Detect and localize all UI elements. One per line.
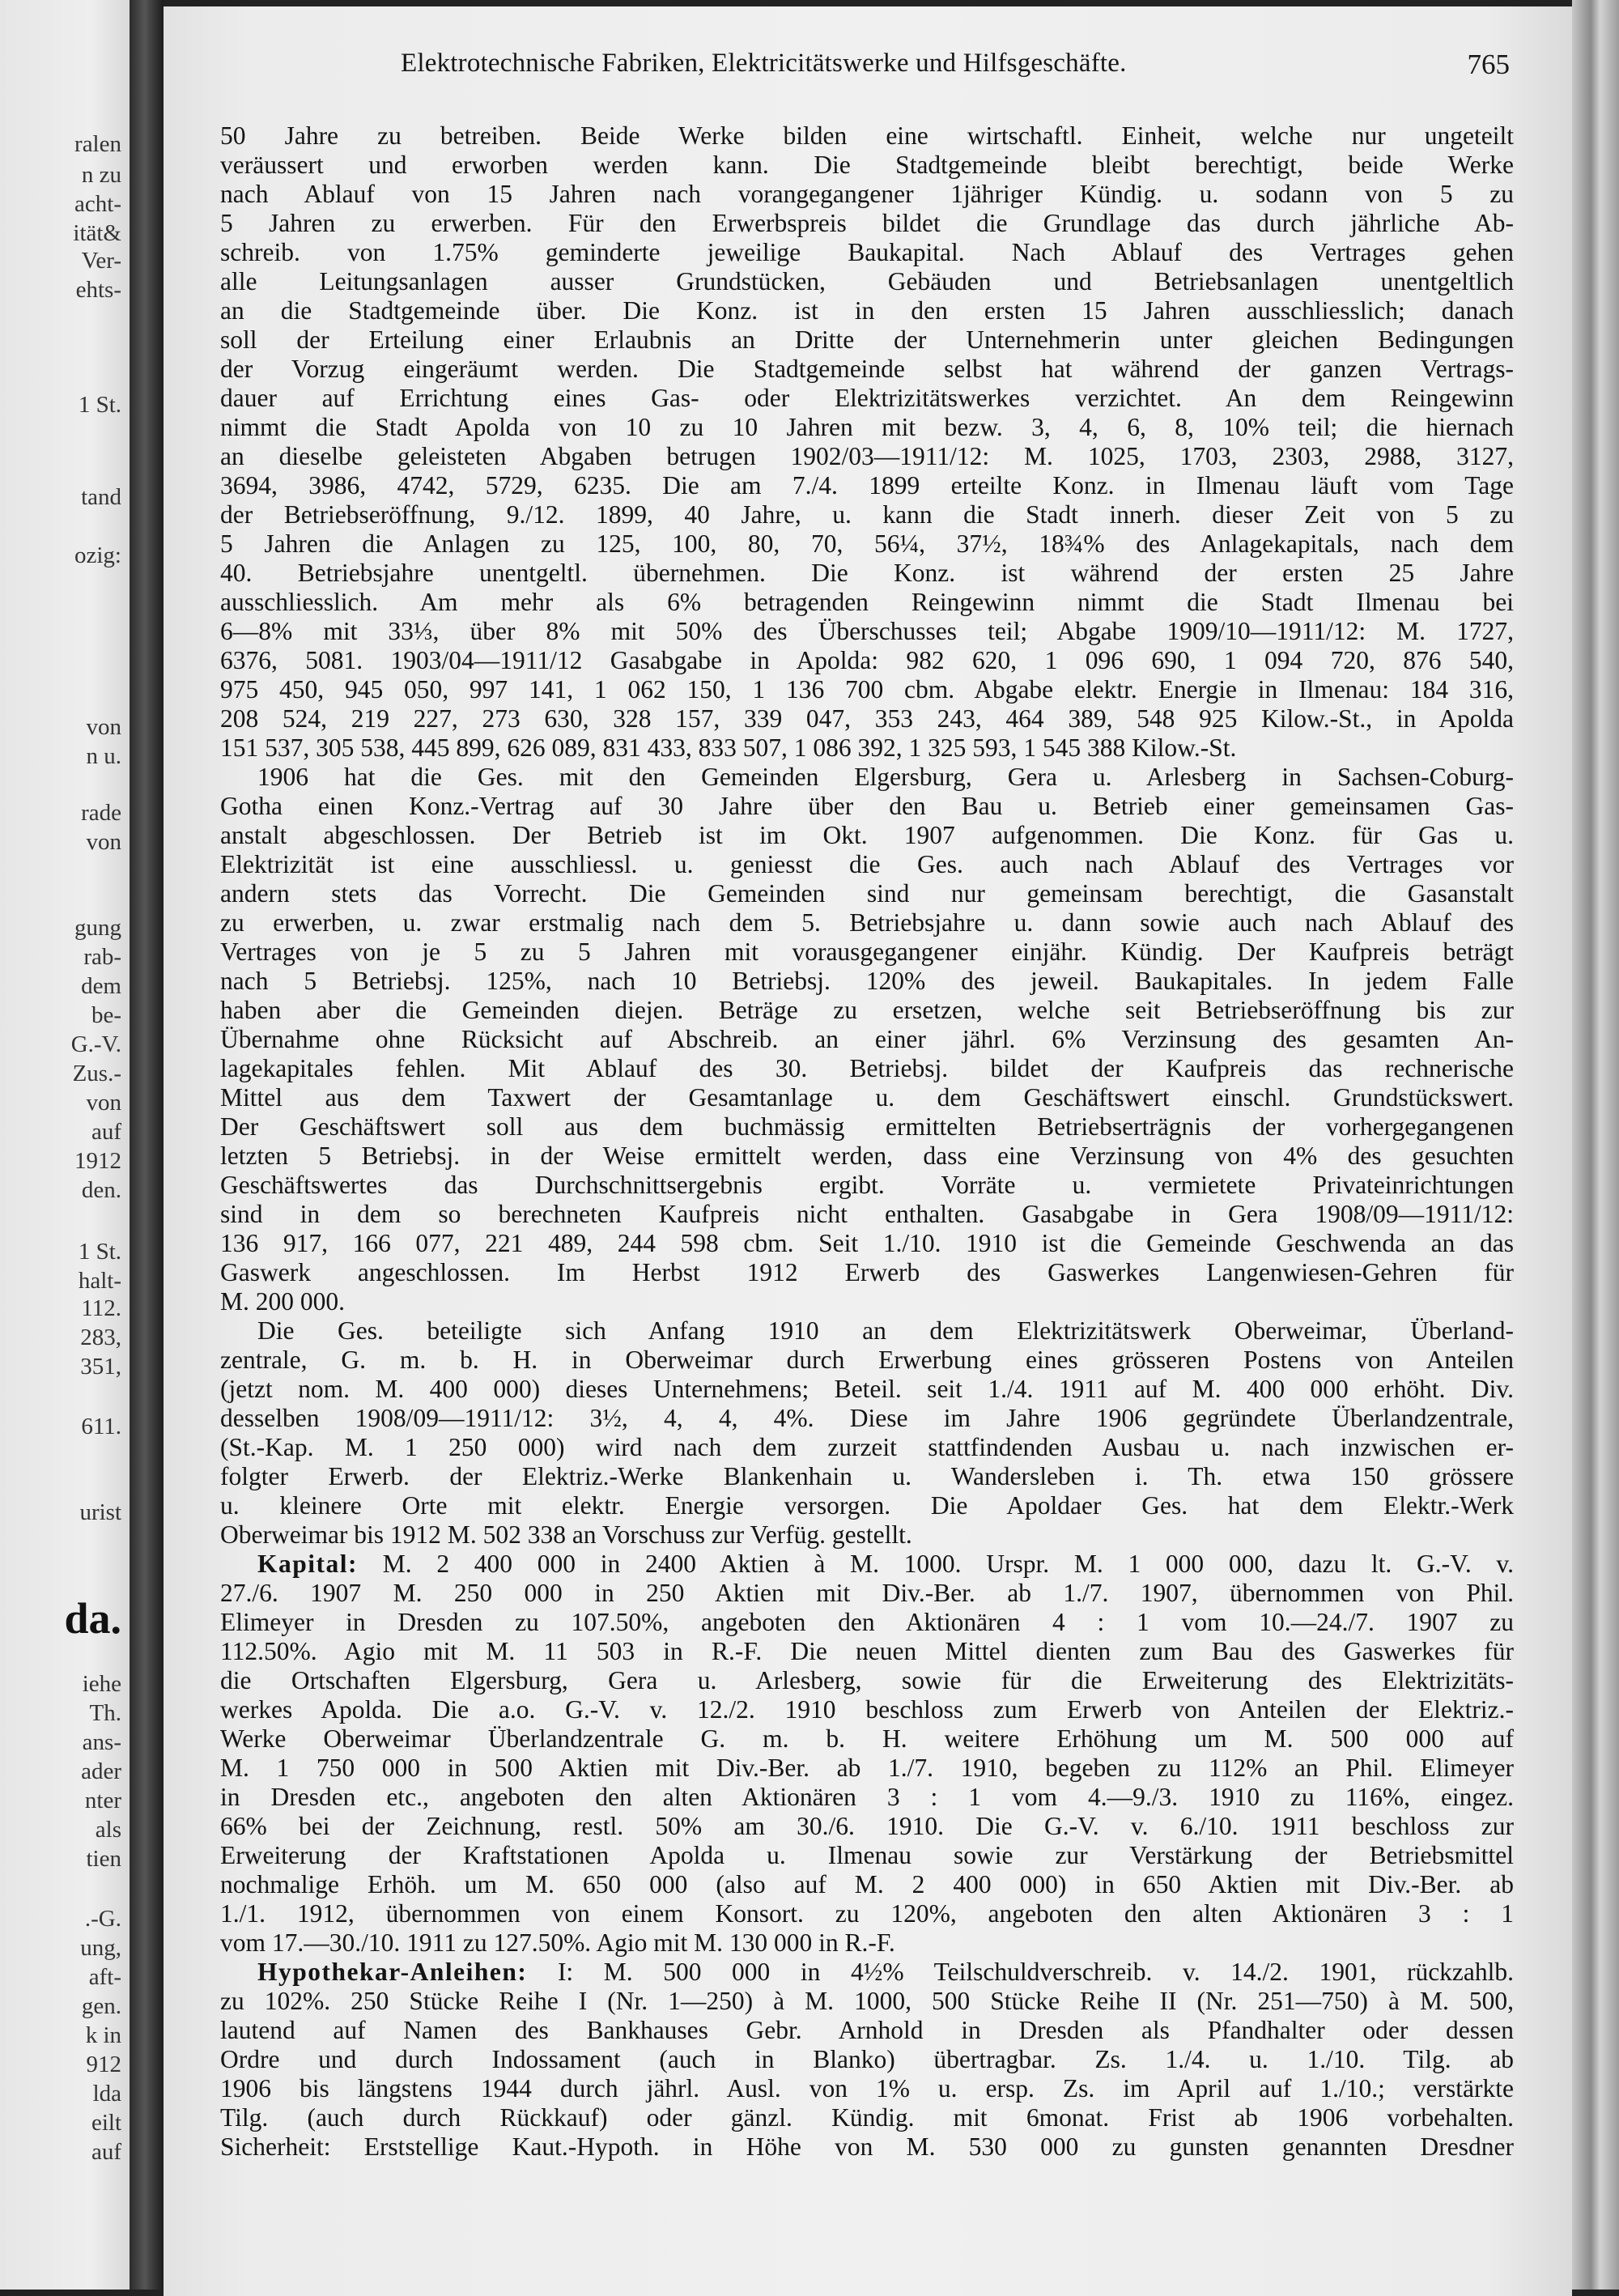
text-line: die Ortschaften Elgersburg, Gera u. Arlesberg, sowie für die Erweiterung des Elektrizitäts-: [220, 1666, 1514, 1694]
text-line: Elimeyer in Dresden zu 107.50%, angeboten den Aktionären 4 : 1 vom 10.—24./7. 1907 zu: [220, 1608, 1514, 1636]
left-page-fragment: auf: [91, 2139, 121, 2165]
text-line: 3694, 3986, 4742, 5729, 6235. Die am 7./4. 1899 erteilte Konz. in Ilmenau läuft vom Tage: [220, 471, 1514, 500]
text-line: andern stets das Vorrecht. Die Gemeinden sind nur gemeinsam berechtigt, die Gasanstalt: [220, 879, 1514, 908]
text-line: Elektrizität ist eine ausschliessl. u. geniesst die Ges. auch nach Ablauf des Vertrages vor: [220, 850, 1514, 878]
text-line: Erweiterung der Kraftstationen Apolda u. Ilmenau sowie zur Verstärkung der Betriebsmittel: [220, 1841, 1514, 1869]
body-text: [220, 121, 1514, 2162]
text-line: sind in dem so berechneten Kaufpreis nicht enthalten. Gasabgabe in Gera 1908/09—1911/12:: [220, 1200, 1514, 1228]
text-line: dauer auf Errichtung eines Gas- oder Elektrizitätswerkes verzichtet. An dem Reingewinn: [220, 384, 1514, 412]
text-line: nach 5 Betriebsj. 125%, nach 10 Betriebsj. 120% des jeweil. Baukapitales. In jedem Falle: [220, 967, 1514, 995]
text-line: (St.-Kap. M. 1 250 000) wird nach dem zurzeit stattfindenden Ausbau u. nach inzwischen er-: [220, 1433, 1514, 1461]
book-gutter: [130, 0, 164, 2290]
paragraph-concessions: [220, 121, 1514, 763]
text-line: werkes Apolda. Die a.o. G.-V. v. 12./2. 1910 beschloss zum Erwerb von Anteilen der Elektriz.-: [220, 1695, 1514, 1724]
text-line: M. 200 000.: [220, 1287, 346, 1316]
text-line: 1906 hat die Ges. mit den Gemeinden Elgersburg, Gera u. Arlesberg in Sachsen-Coburg-: [257, 763, 1514, 791]
left-page-fragment: .-G.: [84, 1906, 121, 1932]
left-page-fragment: 1 St.: [78, 392, 121, 418]
text-line: desselben 1908/09—1911/12: 3½, 4, 4, 4%. Diese im Jahre 1906 gegründete Überlandzentrale,: [220, 1404, 1514, 1432]
left-page-fragment: ader: [81, 1758, 121, 1784]
left-neighbour-page: [0, 0, 130, 2290]
text-line: 975 450, 945 050, 997 141, 1 062 150, 1 136 700 cbm. Abgabe elektr. Energie in Ilmenau: 184 316,: [220, 675, 1514, 704]
left-page-fragment: tien: [86, 1846, 121, 1872]
left-page-fragment: urist: [79, 1499, 121, 1525]
left-page-fragment: ozig:: [74, 542, 121, 568]
left-page-fragment: 283,: [80, 1324, 121, 1350]
left-page-fragment: k in: [85, 2022, 121, 2048]
left-page-fragment: G.-V.: [70, 1031, 121, 1057]
text-line: Die Ges. beteiligte sich Anfang 1910 an dem Elektrizitätswerk Oberweimar, Überland-: [257, 1316, 1514, 1345]
left-page-fragment: ans-: [82, 1729, 121, 1755]
text-line: 112.50%. Agio mit M. 11 503 in R.-F. Die neuen Mittel dienten zum Bau des Gaswerkes für: [220, 1637, 1514, 1665]
text-line: (jetzt nom. M. 400 000) dieses Unternehmens; Beteil. seit 1./4. 1911 auf M. 400 000 erhöht. Div.: [220, 1375, 1514, 1403]
text-line: 6376, 5081. 1903/04—1911/12 Gasabgabe in Apolda: 982 620, 1 096 690, 1 094 720, 876 540,: [220, 646, 1514, 674]
left-page-fragment: halt-: [78, 1268, 121, 1294]
text-line: Geschäftswertes das Durchschnittsergebnis ergibt. Vorräte u. vermietete Privateinrichtungen: [220, 1171, 1514, 1199]
left-page-fragment: ralen: [74, 131, 121, 157]
text-line: 5 Jahren zu erwerben. Für den Erwerbspreis bildet die Grundlage das durch jährliche Ab-: [220, 209, 1514, 237]
text-line: 5 Jahren die Anlagen zu 125, 100, 80, 70, 56¼, 37½, 18¾% des Anlagekapitals, nach dem: [220, 529, 1514, 558]
text-line: Übernahme ohne Rücksicht auf Abschreib. an einer jährl. 6% Verzinsung des gesamten An-: [220, 1025, 1514, 1053]
page-number: 765: [1467, 49, 1510, 80]
text-line: M. 1 750 000 in 500 Aktien mit Div.-Ber. ab 1./7. 1910, begeben zu 112% an Phil. Elimeyer: [220, 1754, 1514, 1782]
text-line: veräussert und erworben werden kann. Die Stadtgemeinde bleibt berechtigt, beide Werke: [220, 151, 1514, 179]
text-line: Gotha einen Konz.-Vertrag auf 30 Jahre über den Bau u. Betrieb einer gemeinsamen Gas-: [220, 792, 1514, 820]
text-line: zentrale, G. m. b. H. in Oberweimar durch Erwerbung eines grösseren Postens von Anteilen: [220, 1346, 1514, 1374]
text-line: der Betriebseröffnung, 9./12. 1899, 40 Jahre, u. kann die Stadt innerh. dieser Zeit von 5 zu: [220, 500, 1514, 529]
text-line: 6—8% mit 33⅓, über 8% mit 50% des Überschusses teil; Abgabe 1909/10—1911/12: M. 1727,: [220, 617, 1514, 645]
text-line: 50 Jahre zu betreiben. Beide Werke bilden eine wirtschaftl. Einheit, welche nur ungeteilt: [220, 121, 1514, 150]
text-line: folgter Erwerb. der Elektriz.-Werke Blankenhain u. Wandersleben i. Th. etwa 150 grössere: [220, 1462, 1514, 1490]
text-line: Tilg. (auch durch Rückkauf) oder gänzl. Kündig. mit 6monat. Frist ab 1906 vorbehalten.: [220, 2103, 1514, 2132]
left-page-fragment: von: [86, 714, 121, 740]
left-page-fragment: dem: [81, 973, 121, 999]
text-line: u. kleinere Orte mit elektr. Energie versorgen. Die Apoldaer Ges. hat dem Elektr.-Werk: [220, 1491, 1514, 1520]
left-page-fragment: 611.: [81, 1414, 121, 1439]
left-page-fragment: 112.: [81, 1295, 121, 1321]
text-line: [220, 1550, 1514, 1579]
text-line: 27./6. 1907 M. 250 000 in 250 Aktien mit Div.-Ber. ab 1./7. 1907, übernommen von Phil.: [220, 1579, 1514, 1607]
running-title: Elektrotechnische Fabriken, Elektricitätswerke und Hilfsgeschäfte.: [401, 49, 1127, 78]
text-line: lautend auf Namen des Bankhauses Gebr. Arnhold in Dresden als Pfandhalter oder dessen: [220, 2016, 1514, 2044]
left-page-fragment: 1 St.: [78, 1239, 121, 1265]
text-line: 40. Betriebsjahre unentgeltl. übernehmen. Die Konz. ist während der ersten 25 Jahre: [220, 559, 1514, 587]
text-line-body: I: M. 500 000 in 4½% Teilschuldverschreib. v. 14./2. 1901, rückzahlb.: [557, 1958, 1515, 1986]
text-line: Sicherheit: Erststellige Kaut.-Hypoth. in Höhe von M. 530 000 zu gunsten genannten Dresdner: [220, 2132, 1514, 2161]
text-line: 1./1. 1912, übernommen von einem Konsort. zu 120%, angeboten den alten Aktionären 3 : 1: [220, 1899, 1514, 1928]
left-page-fragment: rab-: [83, 944, 121, 970]
text-line: 66% bei der Zeichnung, restl. 50% am 30./6. 1910. Die G.-V. v. 6./10. 1911 beschloss zur: [220, 1812, 1514, 1840]
page-edge-stack: [1572, 0, 1619, 2290]
running-head: [243, 49, 1510, 81]
text-line: Ordre und durch Indossament (auch in Blanko) übertragbar. Zs. 1./4. u. 1./10. Tilg. ab: [220, 2045, 1514, 2073]
left-page-fragment: iehe: [82, 1671, 121, 1697]
paragraph-kapital: [220, 1550, 1514, 1958]
text-line: ausschliesslich. Am mehr als 6% betragenden Reingewinn nimmt die Stadt Ilmenau bei: [220, 588, 1514, 616]
left-page-fragment: nter: [84, 1788, 121, 1813]
left-page-fragment: acht-: [74, 191, 121, 217]
paragraph-gas-concession: [220, 763, 1514, 1316]
text-line: Gaswerk angeschlossen. Im Herbst 1912 Erwerb des Gaswerkes Langenwiesen-Gehren für: [220, 1258, 1514, 1286]
text-line: vom 17.—30./10. 1911 zu 127.50%. Agio mit M. 130 000 in R.-F.: [220, 1928, 895, 1957]
left-page-fragment: aft-: [88, 1964, 121, 1990]
text-line: Mittel aus dem Taxwert der Gesamtanlage u. dem Geschäftswert einschl. Grundstückswert.: [220, 1083, 1514, 1112]
text-line: schreib. von 1.75% geminderte jeweilige Baukapital. Nach Ablauf des Vertrages gehen: [220, 238, 1514, 266]
left-page-fragment: ität&: [73, 220, 121, 246]
text-line: Werke Oberweimar Überlandzentrale G. m. b. H. weitere Erhöhung um M. 500 000 auf: [220, 1724, 1514, 1753]
text-line: nochmalige Erhöh. um M. 650 000 (also auf M. 2 400 000) in 650 Aktien mit Div.-Ber. ab: [220, 1870, 1514, 1898]
paragraph-oberweimar: [220, 1316, 1514, 1550]
left-page-fragment: tand: [81, 484, 121, 510]
text-line: soll der Erteilung einer Erlaubnis an Dritte der Unternehmerin unter gleichen Bedingungen: [220, 325, 1514, 354]
text-line: zu erwerben, u. zwar erstmalig nach dem 5. Betriebsjahre u. dann sowie auch nach Ablauf des: [220, 908, 1514, 937]
text-line: 1906 bis längstens 1944 durch jährl. Ausl. von 1% u. ersp. Zs. im April auf 1./10.; verstärkte: [220, 2074, 1514, 2103]
text-line: Oberweimar bis 1912 M. 502 338 an Vorschuss zur Verfüg. gestellt.: [220, 1520, 912, 1549]
paragraph-hypothekar-anleihen: [220, 1958, 1514, 2162]
text-line: an dieselbe geleisteten Abgaben betrugen 1902/03—1911/12: M. 1025, 1703, 2303, 2988, 3127,: [220, 442, 1514, 470]
section-label-kapital: Kapital:: [257, 1550, 359, 1578]
text-line-body: M. 2 400 000 in 2400 Aktien à M. 1000. Urspr. M. 1 000 000, dazu lt. G.-V. v.: [382, 1550, 1514, 1578]
left-page-fragment: ehts-: [75, 277, 121, 303]
text-line: an die Stadtgemeinde über. Die Konz. ist in den ersten 15 Jahren ausschliesslich; danach: [220, 296, 1514, 325]
text-line: anstalt abgeschlossen. Der Betrieb ist im Okt. 1907 aufgenommen. Die Konz. für Gas u.: [220, 821, 1514, 849]
text-line: Vertrages von je 5 zu 5 Jahren mit vorausgegangener einjähr. Kündig. Der Kaufpreis beträgt: [220, 938, 1514, 966]
left-page-fragment: auf: [91, 1119, 121, 1145]
text-line: letzten 5 Betriebsj. in der Weise ermittelt werden, dass eine Verzinsung von 4% des gesuchten: [220, 1142, 1514, 1170]
left-page-fragment: 1912: [74, 1148, 121, 1174]
left-page-fragment: von: [86, 1090, 121, 1116]
left-page-fragment: 351,: [80, 1354, 121, 1380]
text-line: 151 537, 305 538, 445 899, 626 089, 831 433, 833 507, 1 086 392, 1 325 593, 1 545 388 Kilow.-St.: [220, 733, 1237, 762]
text-line: zu 102%. 250 Stücke Reihe I (Nr. 1—250) à M. 1000, 500 Stücke Reihe II (Nr. 251—750) à M. 500,: [220, 1987, 1514, 2015]
text-line: der Vorzug eingeräumt werden. Die Stadtgemeinde selbst hat während der ganzen Vertrags-: [220, 355, 1514, 383]
left-page-fragment: Th.: [89, 1700, 121, 1726]
left-page-fragment: n u.: [86, 743, 121, 769]
left-page-fragment: gen.: [81, 1993, 121, 2019]
left-page-fragment: den.: [81, 1177, 121, 1203]
section-label-hypothekar-anleihen: Hypothekar-Anleihen:: [257, 1958, 528, 1986]
text-line: 136 917, 166 077, 221 489, 244 598 cbm. Seit 1./10. 1910 ist die Gemeinde Geschwenda an das: [220, 1229, 1514, 1257]
left-page-fragment: eilt: [91, 2110, 121, 2136]
text-line: in Dresden etc., angeboten den alten Aktionären 3 : 1 vom 4.—9./3. 1910 zu 116%, eingez.: [220, 1783, 1514, 1811]
left-page-fragment: 912: [86, 2052, 121, 2077]
left-page-fragment: als: [95, 1817, 121, 1843]
text-line: lagekapitales fehlen. Mit Ablauf des 30. Betriebsj. bildet der Kaufpreis das rechnerische: [220, 1054, 1514, 1082]
left-page-fragment: Ver-: [81, 248, 121, 274]
left-page-fragment: da.: [64, 1594, 121, 1643]
text-line: [220, 1958, 1514, 1987]
left-page-fragment: ung,: [80, 1935, 121, 1961]
text-line: nimmt die Stadt Apolda von 10 zu 10 Jahren mit bezw. 3, 4, 6, 8, 10% teil; die hiernach: [220, 413, 1514, 441]
text-line: nach Ablauf von 15 Jahren nach vorangegangener 1jähriger Kündig. u. sodann von 5 zu: [220, 180, 1514, 208]
text-line: alle Leitungsanlagen ausser Grundstücken, Gebäuden und Betriebsanlagen unentgeltlich: [220, 267, 1514, 296]
text-line: haben aber die Gemeinden diejen. Beträge zu ersetzen, welche seit Betriebseröffnung bis zur: [220, 996, 1514, 1024]
left-page-fragment: rade: [81, 800, 121, 826]
left-page-fragment: von: [86, 829, 121, 855]
text-line: Der Geschäftswert soll aus dem buchmässig ermittelten Betriebserträgnis der vorhergegangenen: [220, 1112, 1514, 1141]
left-page-fragment: gung: [74, 915, 121, 941]
left-page-fragment: lda: [92, 2081, 121, 2107]
left-page-fragment: be-: [91, 1002, 121, 1028]
left-page-fragment: Zus.-: [72, 1061, 121, 1086]
left-page-fragment: n zu: [81, 162, 121, 188]
text-line: 208 524, 219 227, 273 630, 328 157, 339 047, 353 243, 464 389, 548 925 Kilow.-St., in Apolda: [220, 704, 1514, 733]
